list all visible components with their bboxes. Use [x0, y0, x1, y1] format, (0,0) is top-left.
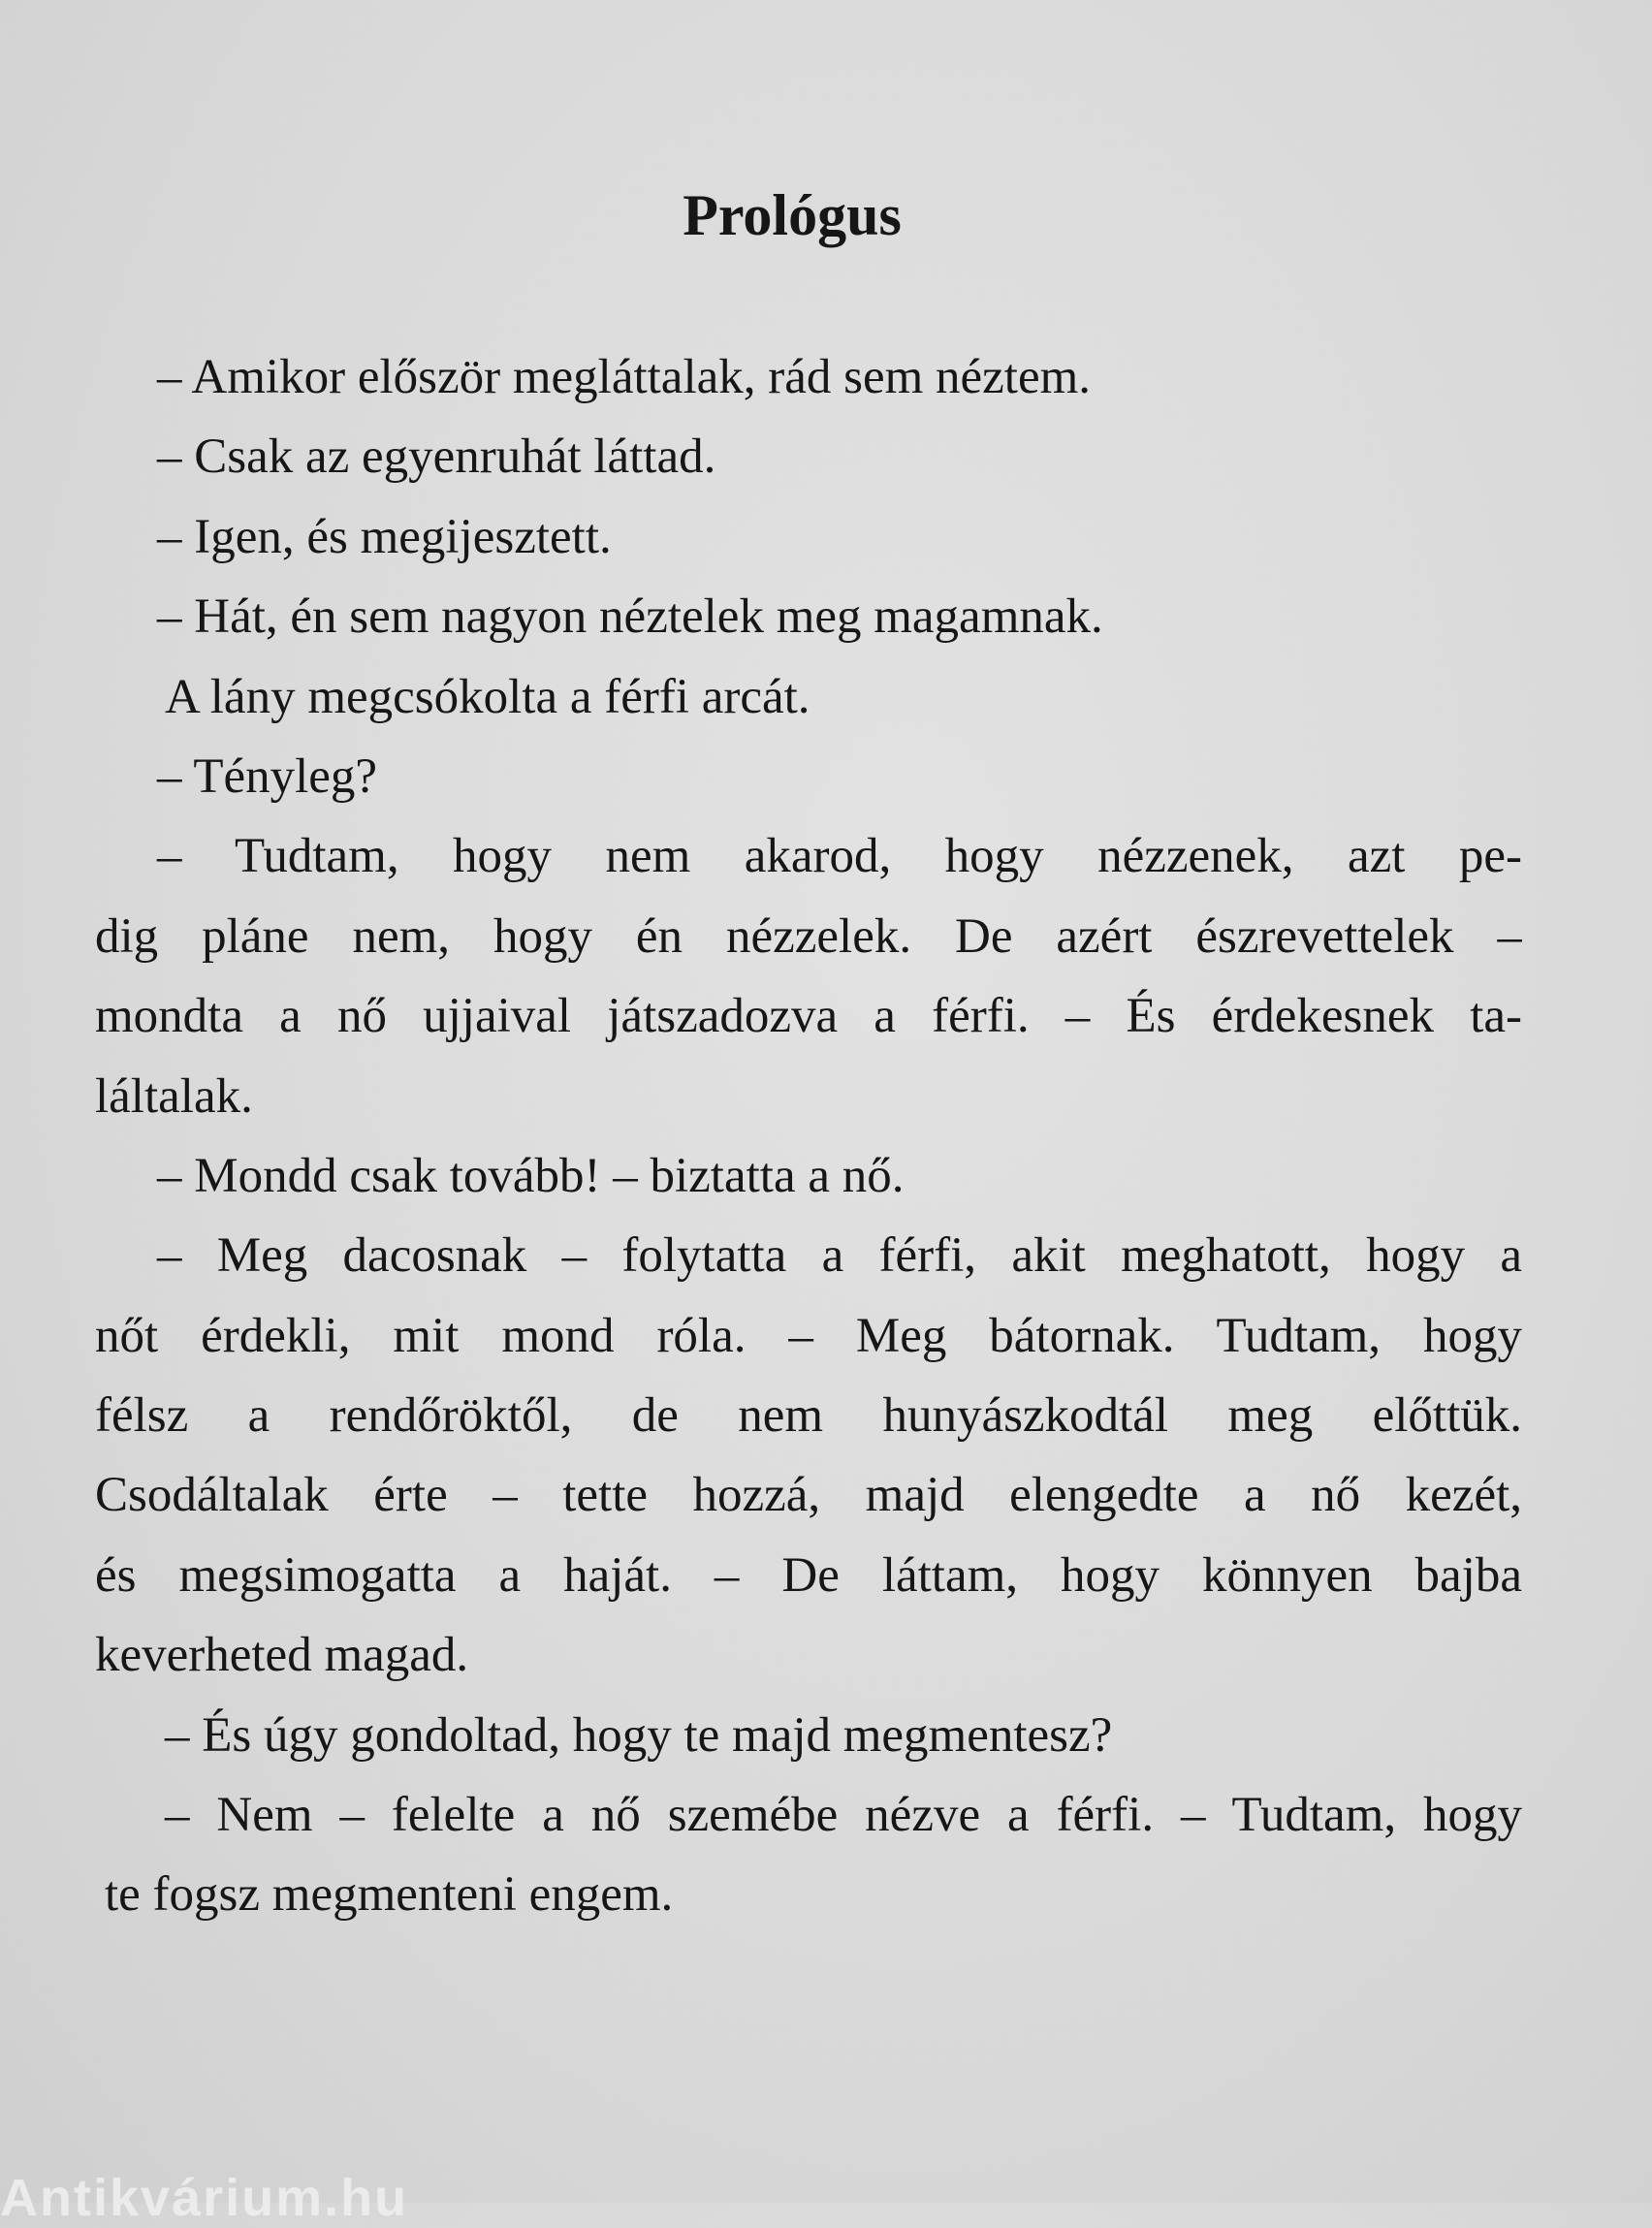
text-line: keverheted magad. — [95, 1628, 469, 1683]
text-line: – Tényleg? — [157, 748, 378, 804]
text-line: – Nem – felelte a nő szemébe nézve a férfi. – Tudtam, hogy — [165, 1788, 1522, 1843]
text-line: – Meg dacosnak – folytatta a férfi, akit meghatott, hogy a — [157, 1228, 1522, 1284]
text-line: Csodáltalak érte – tette hozzá, majd elengedte a nő kezét, — [95, 1468, 1522, 1523]
text-line: – És úgy gondoltad, hogy te majd megmentesz? — [165, 1707, 1113, 1763]
text-line: te fogsz megmenteni engem. — [105, 1867, 674, 1923]
text-line: – Igen, és megijesztett. — [157, 509, 612, 564]
text-line: félsz a rendőröktől, de nem hunyászkodtál meg előttük. — [95, 1388, 1522, 1444]
text-line: – Amikor először megláttalak, rád sem néztem. — [157, 350, 1092, 404]
text-line: és megsimogatta a haját. – De láttam, hogy könnyen bajba — [95, 1547, 1522, 1603]
text-line: A lány megcsókolta a férfi arcát. — [165, 669, 810, 724]
text-line: dig pláne nem, hogy én nézzelek. De azért észrevettelek – — [95, 908, 1522, 964]
page-title: Prológus — [683, 183, 902, 247]
text-line: láltalak. — [95, 1068, 253, 1124]
text-line: nőt érdekli, mit mond róla. – Meg bátornak. Tudtam, hogy — [95, 1308, 1522, 1363]
watermark: Antikvárium.hu — [0, 2169, 409, 2227]
text-line: – Csak az egyenruhát láttad. — [157, 430, 716, 485]
text-line: – Mondd csak tovább! – biztatta a nő. — [157, 1148, 905, 1203]
text-line: – Hát, én sem nagyon néztelek meg magamnak. — [157, 589, 1103, 645]
text-line: – Tudtam, hogy nem akarod, hogy nézzenek, azt pe- — [157, 829, 1522, 884]
text-line: mondta a nő ujjaival játszadozva a férfi. – És érdekesnek ta- — [95, 989, 1522, 1044]
prologue-text — [95, 337, 1522, 1935]
